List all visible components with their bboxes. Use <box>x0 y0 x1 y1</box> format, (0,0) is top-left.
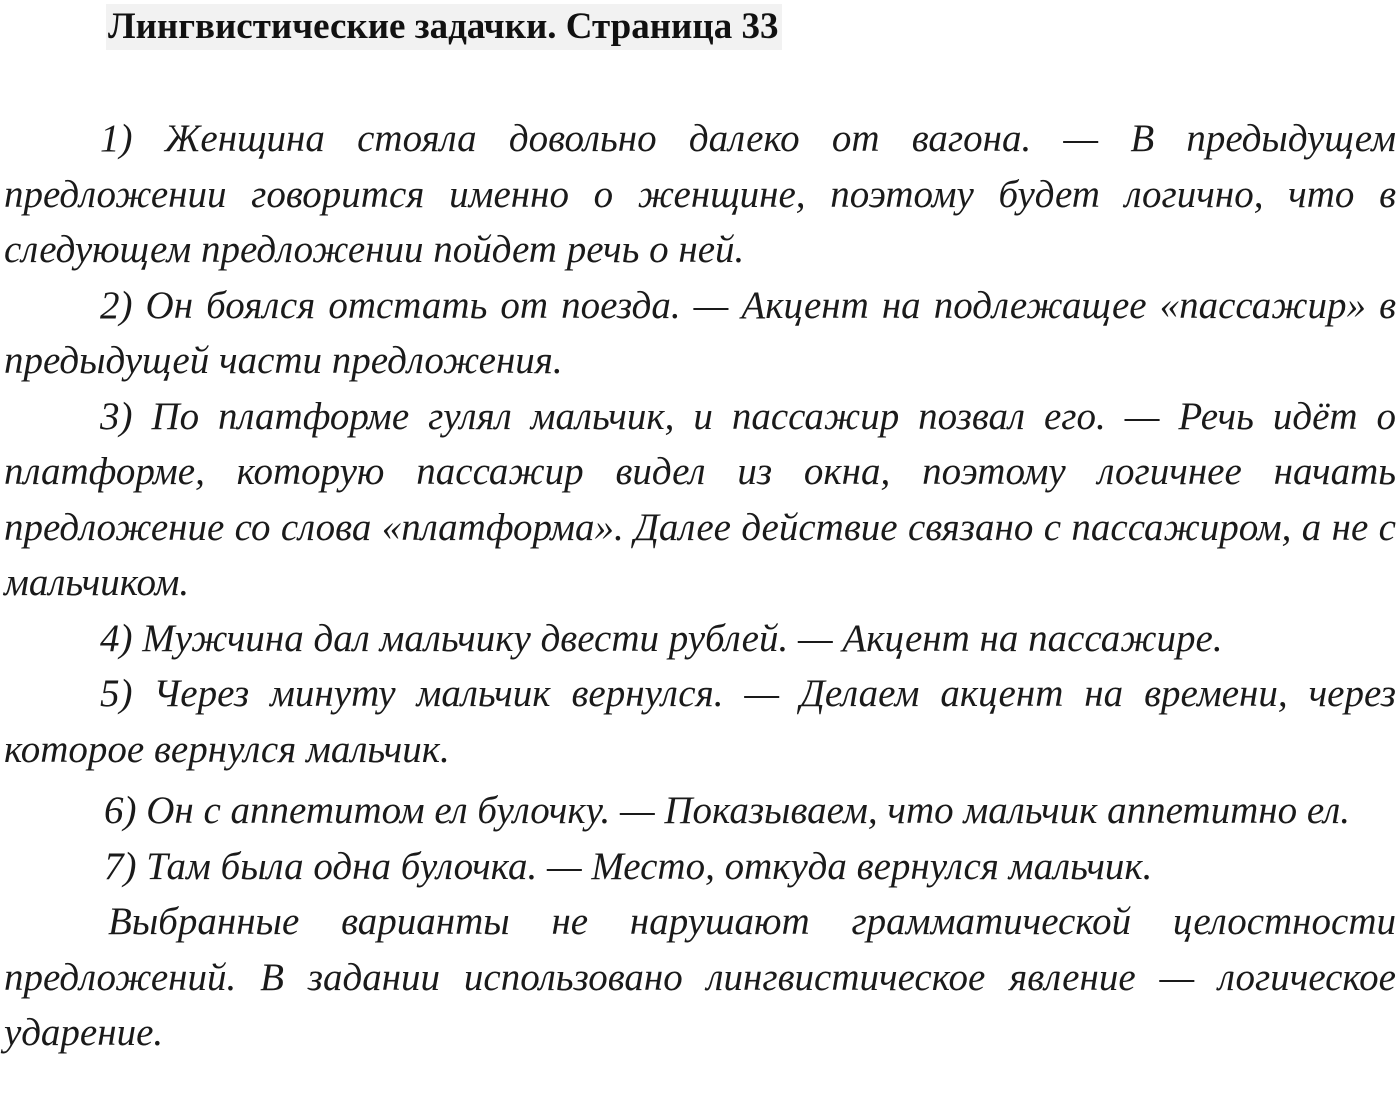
paragraph-1: 1) Женщина стояла довольно далеко от вагона. — В предыдущем предложении говорится именно о женщине, поэтому будет логично, что в следующем предложении пойдет речь о ней. <box>4 117 1396 271</box>
paragraph-7: 7) Там была одна булочка. — Место, откуда вернулся мальчик. <box>104 844 1153 888</box>
page-title: Лингвистические задачки. Страница 33 <box>106 4 782 50</box>
paragraph-3: 3) По платформе гулял мальчик, и пассажир позвал его. — Речь идёт о платформе, которую пассажир видел из окна, поэтому логичнее начать предложение со слова «платформа». Далее действие связано с пассажиром, а не с мальчиком. <box>4 394 1396 604</box>
document-body <box>4 111 1396 1061</box>
paragraph-4: 4) Мужчина дал мальчику двести рублей. — Акцент на пассажире. <box>100 616 1223 660</box>
paragraph-2: 2) Он боялся отстать от поезда. — Акцент на подлежащее «пассажир» в предыдущей части предложения. <box>4 283 1396 382</box>
paragraph-conclusion: Выбранные варианты не нарушают грамматической целостности предложений. В задании использовано лингвистическое явление — логическое ударение. <box>4 900 1396 1054</box>
paragraph-6: 6) Он с аппетитом ел булочку. — Показываем, что мальчик аппетитно ел. <box>104 789 1350 832</box>
paragraph-5: 5) Через минуту мальчик вернулся. — Делаем акцент на времени, через которое вернулся мальчик. <box>4 672 1396 771</box>
